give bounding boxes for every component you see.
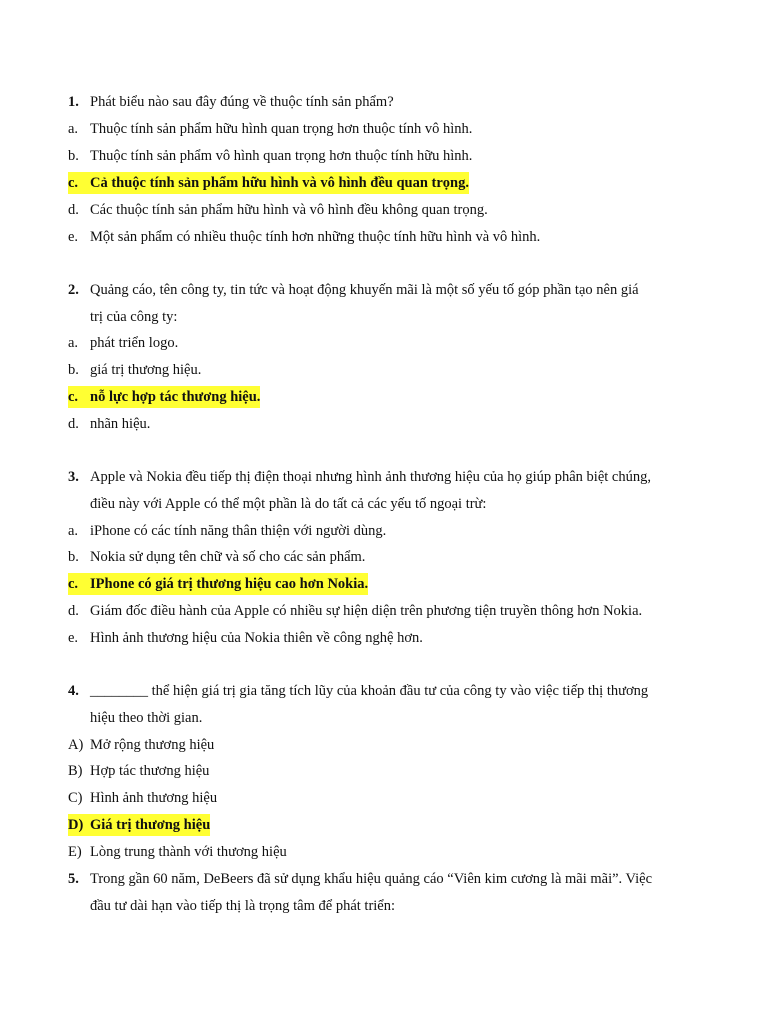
option-text: phát triển logo. xyxy=(90,335,179,351)
option-marker: b. xyxy=(68,148,79,164)
option-marker: c. xyxy=(68,573,90,595)
option-marker: c. xyxy=(68,172,90,194)
question-4-stem-continued: hiệu theo thời gian. xyxy=(90,710,203,726)
option-marker: e. xyxy=(68,630,79,646)
option-text: Mở rộng thương hiệu xyxy=(90,737,215,753)
option-marker: E) xyxy=(68,844,82,860)
option-text-highlighted: nỗ lực hợp tác thương hiệu. xyxy=(90,386,260,408)
question-number: 1. xyxy=(68,94,79,110)
option-marker: B) xyxy=(68,763,83,779)
option-marker: a. xyxy=(68,523,79,539)
question-text: Quảng cáo, tên công ty, tin tức và hoạt động khuyến mãi là một số yếu tố góp phần tạo nên giá xyxy=(90,282,639,298)
option-marker: e. xyxy=(68,229,79,245)
question-5-stem-continued: đầu tư dài hạn vào tiếp thị là trọng tâm để phát triển: xyxy=(90,898,396,914)
option-marker: b. xyxy=(68,362,79,378)
question-number: 3. xyxy=(68,469,79,485)
option-marker: C) xyxy=(68,790,83,806)
option-text-highlighted: Giá trị thương hiệu xyxy=(90,814,210,836)
option-marker: d. xyxy=(68,202,79,218)
question-number: 4. xyxy=(68,683,79,699)
option-text: Thuộc tính sản phẩm hữu hình quan trọng hơn thuộc tính vô hình. xyxy=(90,121,473,137)
option-marker: d. xyxy=(68,416,79,432)
option-text: nhãn hiệu. xyxy=(90,416,151,432)
option-text: Nokia sử dụng tên chữ và số cho các sản phẩm. xyxy=(90,549,366,565)
option-marker: A) xyxy=(68,737,84,753)
option-marker: d. xyxy=(68,603,79,619)
option-text: Các thuộc tính sản phẩm hữu hình và vô hình đều không quan trọng. xyxy=(90,202,488,218)
option-text: Thuộc tính sản phẩm vô hình quan trọng hơn thuộc tính hữu hình. xyxy=(90,148,473,164)
option-text: Hình ảnh thương hiệu của Nokia thiên về công nghệ hơn. xyxy=(90,630,423,646)
question-3-stem-continued: điều này với Apple có thể một phần là do tất cả các yếu tố ngoại trừ: xyxy=(90,496,487,512)
question-2-stem-continued: trị của công ty: xyxy=(90,309,178,325)
question-text: Apple và Nokia đều tiếp thị điện thoại nhưng hình ảnh thương hiệu của họ giúp phân biệt chúng, xyxy=(90,469,651,485)
question-text: ________ thể hiện giá trị gia tăng tích lũy của khoản đầu tư của công ty vào việc tiếp thị thương xyxy=(90,683,649,699)
option-text: giá trị thương hiệu. xyxy=(90,362,202,378)
option-text: Một sản phẩm có nhiều thuộc tính hơn những thuộc tính hữu hình và vô hình. xyxy=(90,229,541,245)
question-text: Trong gần 60 năm, DeBeers đã sử dụng khẩu hiệu quảng cáo “Viên kim cương là mãi mãi”. Việc xyxy=(90,871,653,887)
option-text-highlighted: Cả thuộc tính sản phẩm hữu hình và vô hình đều quan trọng. xyxy=(90,172,469,194)
option-marker: b. xyxy=(68,549,79,565)
question-text: Phát biểu nào sau đây đúng về thuộc tính sản phẩm? xyxy=(90,94,394,110)
option-marker: a. xyxy=(68,121,79,137)
option-text: Hình ảnh thương hiệu xyxy=(90,790,218,806)
option-marker: c. xyxy=(68,386,90,408)
option-text: iPhone có các tính năng thân thiện với người dùng. xyxy=(90,523,387,539)
question-number: 5. xyxy=(68,871,79,887)
question-number: 2. xyxy=(68,282,79,298)
option-text: Giám đốc điều hành của Apple có nhiều sự hiện diện trên phương tiện truyền thông hơn Nokia. xyxy=(90,603,643,619)
option-marker: a. xyxy=(68,335,79,351)
option-text: Hợp tác thương hiệu xyxy=(90,763,210,779)
option-text-highlighted: IPhone có giá trị thương hiệu cao hơn Nokia. xyxy=(90,573,368,595)
option-text: Lòng trung thành với thương hiệu xyxy=(90,844,287,860)
option-marker: D) xyxy=(68,814,90,836)
